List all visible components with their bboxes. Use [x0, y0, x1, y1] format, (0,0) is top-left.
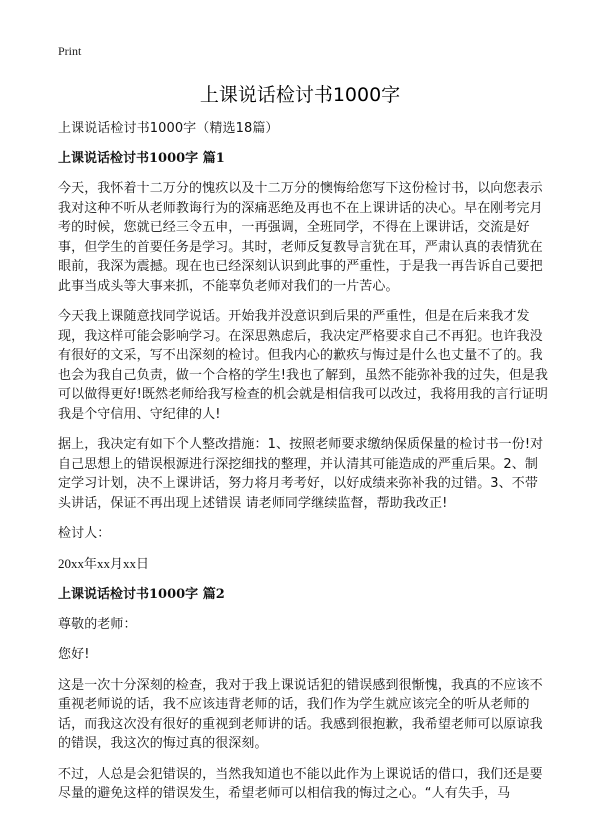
section-heading-2: 上课说话检讨书1000字 篇2	[58, 586, 225, 602]
section-heading-1: 上课说话检讨书1000字 篇1	[58, 151, 225, 166]
paragraph: 今天我上课随意找同学说话。开始我并没意识到后果的严重性，但是在后来我才发现，我这样可能会影响学习。在深思熟虑后，我决定严格要求自己不再犯。也许我没有很好的文采，写不出深刻的检讨。但我内心的歉疚与悔过是什么也丈量不了的。我也会为我自己负责，做一个合格的学生!我也了解到，虽然不能弥补我的过失，但是我可以做得更好!既然老师给我写检查的机会就是相信我可以改过，我将用我的言行证明我是个守信用、守纪律的人!	[58, 309, 549, 422]
greeting: 尊敬的老师：	[58, 616, 137, 632]
paragraph: 今天，我怀着十二万分的愧疚以及十二万分的懊悔给您写下这份检讨书，以向您表示我对这种不听从老师教诲行为的深痛恶绝及再也不在上课讲话的决心。早在刚考完月考的时候，您就已经三令五申，一再强调，全班同学，不得在上课讲话，交流是好事，但学生的首要任务是学习。其时，老师反复教导言犹在耳，严肃认真的表情犹在眼前，我深为震撼。现在也已经深刻认识到此事的严重性，于是我一再告诉自己要把此事当成头等大事来抓，不能辜负老师对我们的一片苦心。	[58, 181, 543, 294]
document-body	[58, 120, 548, 815]
paragraph: 这是一次十分深刻的检查，我对于我上课说话犯的错误感到很惭愧，我真的不应该不重视老师说的话，我不应该违背老师的话，我们作为学生就应该完全的听从老师的话，而我这次没有很好的重视到老师讲的话。我感到很抱歉，我希望老师可以原谅我的错误，我这次的悔过真的很深刻。	[58, 677, 543, 751]
page-title: 上课说话检讨书1000字	[199, 84, 401, 106]
document-subtitle: 上课说话检讨书1000字（精选18篇）	[58, 121, 279, 136]
salutation: 您好!	[58, 647, 90, 662]
paragraph: 不过，人总是会犯错误的，当然我知道也不能以此作为上课说话的借口，我们还是要尽量的避免这样的错误发生，希望老师可以相信我的悔过之心。“人有失手，马	[58, 766, 543, 801]
paragraph: 据上，我决定有如下个人整改措施：1、按照老师要求缴纳保质保量的检讨书一份!对自己思想上的错误根源进行深挖细找的整理，并认清其可能造成的严重后果。2、制定学习计划，决不上课讲话，努力将月考考好，以好成绩来弥补我的过错。3、不带头讲话，保证不再出现上述错误 请老师同学继续监督，帮助我改正!	[58, 437, 544, 511]
print-link[interactable]: Print	[58, 44, 82, 58]
date-line: 20xx年xx月xx日	[58, 555, 150, 571]
signature-label: 检讨人：	[58, 526, 111, 541]
